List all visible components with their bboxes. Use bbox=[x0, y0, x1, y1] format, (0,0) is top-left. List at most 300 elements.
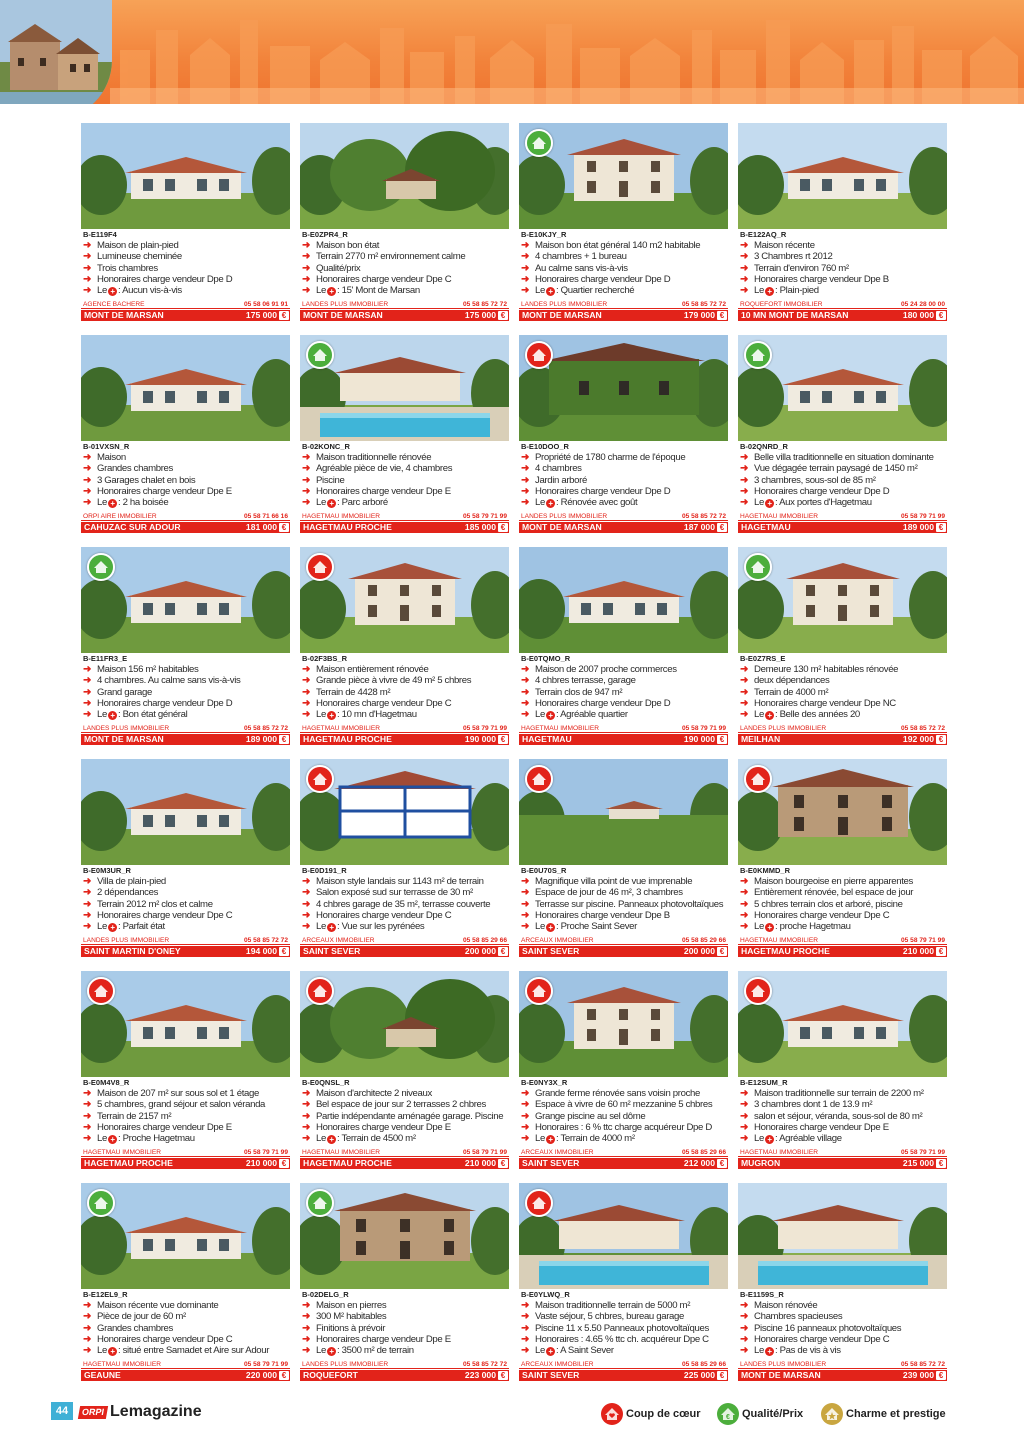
price: 200 000 bbox=[683, 946, 715, 956]
feature-text: Grange piscine au sel dôme bbox=[535, 1110, 646, 1122]
euro-icon: € bbox=[498, 947, 508, 956]
arrow-icon: ➜ bbox=[521, 273, 530, 285]
listing-card[interactable] bbox=[81, 547, 290, 747]
listing-photo bbox=[81, 335, 290, 441]
feature-line bbox=[302, 1334, 509, 1345]
highlight-prefix: Le bbox=[97, 921, 107, 933]
listing-features bbox=[302, 452, 509, 508]
feature-line bbox=[521, 675, 728, 686]
arrow-icon: ➜ bbox=[521, 1322, 530, 1334]
location-price-bar bbox=[519, 522, 728, 533]
feature-highlight bbox=[83, 285, 290, 296]
agency-name: LANDES PLUS IMMOBILIER bbox=[302, 301, 389, 308]
agency-line bbox=[81, 300, 290, 309]
listing-reference: B-E10DOO_R bbox=[521, 442, 569, 451]
euro-icon: € bbox=[498, 735, 508, 744]
agency-name: LANDES PLUS IMMOBILIER bbox=[302, 1361, 389, 1368]
location: MONT DE MARSAN bbox=[741, 1370, 821, 1380]
listing-reference: B-E12SUM_R bbox=[740, 1078, 788, 1087]
agency-phone[interactable]: 05 58 79 71 99 bbox=[463, 513, 507, 520]
listing-reference: B-E0U70S_R bbox=[521, 866, 567, 875]
arrow-icon: ➜ bbox=[83, 887, 92, 899]
feature-text: Honoraires charge vendeur Dpe C bbox=[316, 909, 452, 921]
qualite-prix-icon bbox=[525, 129, 553, 157]
qualite-prix-icon bbox=[87, 1189, 115, 1217]
feature-line bbox=[740, 475, 947, 486]
agency-phone[interactable]: 05 58 85 29 66 bbox=[682, 937, 726, 944]
location-price-bar bbox=[81, 522, 290, 533]
listing-card[interactable] bbox=[519, 547, 728, 747]
agency-phone[interactable]: 05 58 79 71 99 bbox=[463, 1149, 507, 1156]
feature-line bbox=[83, 910, 290, 921]
arrow-icon: ➜ bbox=[521, 898, 530, 910]
feature-text: 3 chambres, sous-sol de 85 m² bbox=[754, 474, 876, 486]
listing-reference: B-E0KMMD_R bbox=[740, 866, 791, 875]
agency-line bbox=[519, 936, 728, 945]
qualite-prix-icon bbox=[716, 1402, 740, 1426]
plus-icon: + bbox=[765, 499, 774, 508]
feature-line bbox=[83, 1088, 290, 1099]
price: 210 000 bbox=[245, 1158, 277, 1168]
coup-de-coeur-icon bbox=[525, 341, 553, 369]
location-price-bar bbox=[300, 1370, 509, 1381]
feature-text: Espace de jour de 46 m², 3 chambres bbox=[535, 887, 683, 899]
feature-line bbox=[302, 1122, 509, 1133]
feature-text: Maison de 2007 proche commerces bbox=[535, 664, 677, 675]
agency-phone[interactable]: 05 58 85 72 72 bbox=[463, 1361, 507, 1368]
feature-text: Honoraires charge vendeur Dpe NC bbox=[754, 697, 896, 709]
agency-line bbox=[519, 724, 728, 733]
listing-features bbox=[83, 664, 290, 720]
feature-line bbox=[302, 698, 509, 709]
plus-icon: + bbox=[327, 499, 336, 508]
feature-line bbox=[740, 1334, 947, 1345]
legend-qualite-prix bbox=[716, 1402, 816, 1426]
euro-icon: € bbox=[936, 735, 946, 744]
agency-name: HAGETMAU IMMOBILIER bbox=[740, 1149, 819, 1156]
legend-label: Coup de cœur bbox=[626, 1408, 701, 1420]
listing-reference: B-E0D191_R bbox=[302, 866, 347, 875]
agency-phone[interactable]: 05 58 85 72 72 bbox=[244, 725, 288, 732]
listing-card[interactable] bbox=[300, 335, 509, 535]
location: SAINT SEVER bbox=[522, 946, 580, 956]
listing-card[interactable] bbox=[519, 123, 728, 323]
feature-text: Maison récente vue dominante bbox=[97, 1300, 219, 1311]
listing-card[interactable] bbox=[300, 123, 509, 323]
arrow-icon: ➜ bbox=[302, 1121, 311, 1133]
listing-reference: B-E12EL9_R bbox=[83, 1290, 128, 1299]
feature-line bbox=[521, 664, 728, 675]
listing-features bbox=[740, 452, 947, 508]
location: SAINT SEVER bbox=[303, 946, 361, 956]
agency-name: HAGETMAU IMMOBILIER bbox=[302, 725, 381, 732]
feature-line bbox=[83, 1323, 290, 1334]
euro-icon: € bbox=[936, 947, 946, 956]
arrow-icon: ➜ bbox=[83, 664, 92, 675]
feature-text: Terrain clos de 947 m² bbox=[535, 686, 623, 698]
listing-photo bbox=[81, 759, 290, 865]
arrow-icon: ➜ bbox=[83, 463, 92, 475]
arrow-icon: ➜ bbox=[740, 452, 749, 463]
listing-card[interactable] bbox=[300, 1183, 509, 1383]
feature-line bbox=[521, 240, 728, 251]
feature-line bbox=[83, 698, 290, 709]
arrow-icon: ➜ bbox=[83, 1088, 92, 1099]
feature-line bbox=[302, 240, 509, 251]
feature-text: Au calme sans vis-à-vis bbox=[535, 262, 628, 274]
arrow-icon: ➜ bbox=[302, 1110, 311, 1122]
agency-line bbox=[519, 1360, 728, 1369]
feature-line bbox=[302, 1300, 509, 1311]
listing-card[interactable] bbox=[300, 547, 509, 747]
feature-line bbox=[521, 1334, 728, 1345]
feature-text: Trois chambres bbox=[97, 262, 158, 274]
listing-card[interactable] bbox=[81, 1183, 290, 1383]
highlight-text: : Belle des années 20 bbox=[774, 709, 860, 721]
feature-line bbox=[740, 263, 947, 274]
feature-line bbox=[521, 687, 728, 698]
agency-line bbox=[519, 1148, 728, 1157]
arrow-icon: ➜ bbox=[740, 1333, 749, 1345]
highlight-text: : situé entre Samadet et Aire sur Adour bbox=[117, 1345, 270, 1357]
arrow-icon: ➜ bbox=[83, 709, 92, 721]
feature-line bbox=[740, 899, 947, 910]
feature-text: 3 Garages chalet en bois bbox=[97, 474, 196, 486]
arrow-icon: ➜ bbox=[83, 921, 92, 933]
magazine-brand bbox=[79, 1403, 202, 1421]
agency-phone[interactable]: 05 58 85 72 72 bbox=[901, 1361, 945, 1368]
feature-line bbox=[521, 486, 728, 497]
arrow-icon: ➜ bbox=[302, 1311, 311, 1323]
euro-icon: € bbox=[498, 311, 508, 320]
arrow-icon: ➜ bbox=[521, 497, 530, 509]
arrow-icon: ➜ bbox=[740, 1088, 749, 1099]
arrow-icon: ➜ bbox=[83, 1300, 92, 1311]
agency-phone[interactable]: 05 58 79 71 99 bbox=[244, 1361, 288, 1368]
location: SAINT MARTIN D'ONEY bbox=[84, 946, 181, 956]
location-price-bar bbox=[738, 1158, 947, 1169]
highlight-text: : Parc arboré bbox=[336, 497, 388, 509]
agency-line bbox=[81, 1148, 290, 1157]
feature-text: Honoraires charge vendeur Dpe C bbox=[97, 1333, 233, 1345]
feature-text: Maison traditionnelle rénovée bbox=[316, 452, 432, 463]
feature-text: Terrasse sur piscine. Panneaux photovoltaïques bbox=[535, 898, 724, 910]
feature-text: 3 chambres dont 1 de 13.9 m² bbox=[754, 1099, 873, 1111]
header-banner bbox=[0, 0, 1024, 104]
agency-phone[interactable]: 05 58 85 72 72 bbox=[901, 725, 945, 732]
listing-reference: B-01VXSN_R bbox=[83, 442, 130, 451]
arrow-icon: ➜ bbox=[83, 273, 92, 285]
listing-card[interactable] bbox=[738, 1183, 947, 1383]
highlight-prefix: Le bbox=[97, 709, 107, 721]
agency-phone[interactable]: 05 58 85 29 66 bbox=[463, 937, 507, 944]
plus-icon: + bbox=[108, 711, 117, 720]
location-price-bar bbox=[738, 522, 947, 533]
feature-text: 4 chbres terrasse, garage bbox=[535, 675, 636, 687]
listing-card[interactable] bbox=[81, 335, 290, 535]
listing-features bbox=[521, 240, 728, 296]
highlight-prefix: Le bbox=[316, 285, 326, 297]
price: 210 000 bbox=[464, 1158, 496, 1168]
legend-label: Qualité/Prix bbox=[742, 1408, 804, 1420]
highlight-text: : Aucun vis-à-vis bbox=[117, 285, 182, 297]
arrow-icon: ➜ bbox=[521, 709, 530, 721]
feature-text: Honoraires charge vendeur Dpe D bbox=[97, 273, 233, 285]
listing-reference: B-02KONC_R bbox=[302, 442, 350, 451]
listing-card[interactable] bbox=[300, 759, 509, 959]
agency-phone[interactable]: 05 58 85 72 72 bbox=[682, 301, 726, 308]
plus-icon: + bbox=[765, 1347, 774, 1356]
highlight-prefix: Le bbox=[97, 1345, 107, 1357]
arrow-icon: ➜ bbox=[521, 474, 530, 486]
arrow-icon: ➜ bbox=[302, 1133, 311, 1145]
qualite-prix-icon bbox=[306, 1189, 334, 1217]
feature-text: Grandes chambres bbox=[97, 463, 173, 475]
listing-card[interactable] bbox=[519, 971, 728, 1171]
arrow-icon: ➜ bbox=[740, 898, 749, 910]
highlight-text: : Plain-pied bbox=[774, 285, 819, 297]
arrow-icon: ➜ bbox=[740, 1322, 749, 1334]
feature-highlight bbox=[521, 1133, 728, 1144]
euro-icon: € bbox=[279, 311, 289, 320]
feature-line bbox=[740, 1311, 947, 1322]
price: 215 000 bbox=[902, 1158, 934, 1168]
arrow-icon: ➜ bbox=[521, 485, 530, 497]
feature-line bbox=[521, 887, 728, 898]
feature-line bbox=[302, 1311, 509, 1322]
highlight-prefix: Le bbox=[535, 1345, 545, 1357]
arrow-icon: ➜ bbox=[740, 1300, 749, 1311]
feature-text: Honoraires : 6 % ttc charge acquéreur Dpe D bbox=[535, 1121, 712, 1133]
agency-phone[interactable]: 05 58 85 72 72 bbox=[463, 301, 507, 308]
location: HAGETMAU bbox=[741, 522, 791, 532]
arrow-icon: ➜ bbox=[740, 1133, 749, 1145]
location: HAGETMAU PROCHE bbox=[303, 522, 392, 532]
coup-de-coeur-icon bbox=[525, 765, 553, 793]
plus-icon: + bbox=[765, 711, 774, 720]
euro-icon: € bbox=[498, 523, 508, 532]
svg-text:€: € bbox=[726, 1414, 730, 1421]
feature-text: Grande pièce à vivre de 49 m² 5 chbres bbox=[316, 675, 472, 687]
coup-de-coeur-icon bbox=[525, 1189, 553, 1217]
feature-text: Magnifique villa point de vue imprenable bbox=[535, 876, 693, 887]
feature-text: Terrain d'environ 760 m² bbox=[754, 262, 849, 274]
arrow-icon: ➜ bbox=[740, 1311, 749, 1323]
listing-photo bbox=[738, 1183, 947, 1289]
agency-line bbox=[738, 300, 947, 309]
feature-line bbox=[302, 876, 509, 887]
plus-icon: + bbox=[546, 287, 555, 296]
feature-line bbox=[521, 1323, 728, 1334]
listing-card[interactable] bbox=[300, 971, 509, 1171]
agency-phone[interactable]: 05 58 79 71 99 bbox=[901, 1149, 945, 1156]
agency-phone[interactable]: 05 58 85 29 66 bbox=[682, 1149, 726, 1156]
listing-card[interactable] bbox=[738, 123, 947, 323]
feature-highlight bbox=[83, 921, 290, 932]
page-number: 44 bbox=[51, 1402, 73, 1420]
agency-line bbox=[738, 936, 947, 945]
plus-icon: + bbox=[546, 1347, 555, 1356]
agency-phone[interactable]: 05 58 79 71 99 bbox=[901, 513, 945, 520]
listing-reference: B-E11FR3_E bbox=[83, 654, 128, 663]
feature-text: Honoraires charge vendeur Dpe D bbox=[535, 273, 671, 285]
feature-text: Maison d'architecte 2 niveaux bbox=[316, 1088, 432, 1099]
highlight-prefix: Le bbox=[316, 709, 326, 721]
feature-text: Partie indépendante aménagée garage. Piscine bbox=[316, 1110, 504, 1122]
location-price-bar bbox=[300, 946, 509, 957]
feature-line bbox=[740, 887, 947, 898]
arrow-icon: ➜ bbox=[83, 485, 92, 497]
listing-card[interactable] bbox=[738, 547, 947, 747]
feature-text: Terrain de 2157 m² bbox=[97, 1110, 172, 1122]
feature-text: Honoraires charge vendeur Dpe C bbox=[97, 909, 233, 921]
feature-line bbox=[302, 1099, 509, 1110]
agency-phone[interactable]: 05 58 79 71 99 bbox=[901, 937, 945, 944]
listing-card[interactable] bbox=[738, 971, 947, 1171]
listing-card[interactable] bbox=[81, 123, 290, 323]
agency-name: ARCEAUX IMMOBILIER bbox=[521, 1149, 594, 1156]
plus-icon: + bbox=[108, 923, 117, 932]
feature-text: Vaste séjour, 5 chbres, bureau garage bbox=[535, 1311, 685, 1323]
location-price-bar bbox=[519, 310, 728, 321]
agency-phone[interactable]: 05 58 06 91 91 bbox=[244, 301, 288, 308]
feature-line bbox=[83, 251, 290, 262]
highlight-text: : 10 mn d'Hagetmau bbox=[336, 709, 417, 721]
feature-line bbox=[740, 876, 947, 887]
euro-icon: € bbox=[936, 311, 946, 320]
highlight-prefix: Le bbox=[316, 497, 326, 509]
arrow-icon: ➜ bbox=[740, 709, 749, 721]
agency-phone[interactable]: 05 58 79 71 99 bbox=[463, 725, 507, 732]
feature-line bbox=[302, 452, 509, 463]
listing-card[interactable] bbox=[519, 335, 728, 535]
coup-de-coeur-icon bbox=[744, 765, 772, 793]
feature-text: Maison entièrement rénovée bbox=[316, 664, 429, 675]
feature-line bbox=[302, 274, 509, 285]
agency-phone[interactable]: 05 58 71 66 16 bbox=[244, 513, 288, 520]
agency-line bbox=[738, 1360, 947, 1369]
listing-card[interactable] bbox=[738, 335, 947, 535]
feature-line bbox=[521, 1111, 728, 1122]
feature-text: 300 M² habitables bbox=[316, 1311, 387, 1323]
price: 192 000 bbox=[902, 734, 934, 744]
listing-reference: B-E0M4V8_R bbox=[83, 1078, 130, 1087]
agency-phone[interactable]: 05 58 85 72 72 bbox=[682, 513, 726, 520]
feature-text: Bel espace de jour sur 2 terrasses 2 chbres bbox=[316, 1099, 486, 1111]
qualite-prix-icon bbox=[87, 553, 115, 581]
feature-highlight bbox=[740, 1133, 947, 1144]
agency-phone[interactable]: 05 58 85 29 66 bbox=[682, 1361, 726, 1368]
listing-card[interactable] bbox=[738, 759, 947, 959]
listing-reference: B-E10KJY_R bbox=[521, 230, 567, 239]
arrow-icon: ➜ bbox=[740, 251, 749, 263]
agency-name: ARCEAUX IMMOBILIER bbox=[521, 937, 594, 944]
feature-text: 4 chbres garage de 35 m², terrasse couverte bbox=[316, 898, 491, 910]
feature-text: Propriété de 1780 charme de l'époque bbox=[535, 452, 686, 463]
agency-phone[interactable]: 05 58 79 71 99 bbox=[682, 725, 726, 732]
feature-text: Maison traditionnelle terrain de 5000 m² bbox=[535, 1300, 691, 1311]
arrow-icon: ➜ bbox=[83, 262, 92, 274]
arrow-icon: ➜ bbox=[740, 675, 749, 687]
euro-icon: € bbox=[717, 311, 727, 320]
arrow-icon: ➜ bbox=[83, 898, 92, 910]
feature-line bbox=[302, 1323, 509, 1334]
feature-text: Maison bourgeoise en pierre apparentes bbox=[754, 876, 913, 887]
listing-card[interactable] bbox=[519, 759, 728, 959]
price: 185 000 bbox=[464, 522, 496, 532]
price: 189 000 bbox=[245, 734, 277, 744]
feature-text: Honoraires charge vendeur Dpe C bbox=[754, 1333, 890, 1345]
euro-icon: € bbox=[498, 1159, 508, 1168]
feature-line bbox=[740, 463, 947, 474]
agency-phone[interactable]: 05 24 28 00 00 bbox=[901, 301, 945, 308]
agency-phone[interactable]: 05 58 79 71 99 bbox=[244, 1149, 288, 1156]
agency-name: HAGETMAU IMMOBILIER bbox=[83, 1361, 162, 1368]
highlight-text: : Vue sur les pyrénées bbox=[336, 921, 425, 933]
feature-text: Agréable pièce de vie, 4 chambres bbox=[316, 463, 453, 475]
magazine-title: Lemagazine bbox=[110, 1403, 202, 1420]
feature-text: 4 chambres + 1 bureau bbox=[535, 251, 627, 263]
feature-line bbox=[83, 1099, 290, 1110]
feature-line bbox=[521, 1122, 728, 1133]
listing-features bbox=[302, 876, 509, 932]
feature-text: Maison traditionnelle sur terrain de 2200 m² bbox=[754, 1088, 924, 1099]
feature-text: Demeure 130 m² habitables rénovée bbox=[754, 664, 899, 675]
listing-card[interactable] bbox=[519, 1183, 728, 1383]
listing-card[interactable] bbox=[81, 971, 290, 1171]
feature-text: Piscine 11 x 5.50 Panneaux photovoltaïques bbox=[535, 1322, 709, 1334]
feature-text: Salon exposé sud sur terrasse de 30 m² bbox=[316, 887, 473, 899]
euro-icon: € bbox=[717, 1159, 727, 1168]
arrow-icon: ➜ bbox=[521, 1110, 530, 1122]
listing-features bbox=[521, 664, 728, 720]
euro-icon: € bbox=[279, 523, 289, 532]
feature-highlight bbox=[83, 497, 290, 508]
arrow-icon: ➜ bbox=[83, 1333, 92, 1345]
highlight-text: : Rénovée avec goût bbox=[555, 497, 638, 509]
highlight-prefix: Le bbox=[754, 285, 764, 297]
location-price-bar bbox=[81, 946, 290, 957]
arrow-icon: ➜ bbox=[521, 697, 530, 709]
feature-highlight bbox=[740, 285, 947, 296]
location-price-bar bbox=[519, 1158, 728, 1169]
feature-text: Honoraires charge vendeur Dpe D bbox=[97, 697, 233, 709]
price: 200 000 bbox=[464, 946, 496, 956]
feature-line bbox=[740, 1323, 947, 1334]
agency-line bbox=[81, 936, 290, 945]
feature-text: Chambres spacieuses bbox=[754, 1311, 843, 1323]
feature-highlight bbox=[302, 709, 509, 720]
agency-phone[interactable]: 05 58 85 72 72 bbox=[244, 937, 288, 944]
feature-line bbox=[83, 263, 290, 274]
highlight-prefix: Le bbox=[535, 1133, 545, 1145]
euro-icon: € bbox=[279, 1159, 289, 1168]
legend-label: Charme et prestige bbox=[846, 1408, 946, 1420]
arrow-icon: ➜ bbox=[521, 921, 530, 933]
agency-name: LANDES PLUS IMMOBILIER bbox=[83, 725, 170, 732]
listing-card[interactable] bbox=[81, 759, 290, 959]
location-price-bar bbox=[300, 310, 509, 321]
arrow-icon: ➜ bbox=[521, 664, 530, 675]
listing-reference: B-E0QNSL_R bbox=[302, 1078, 350, 1087]
feature-line bbox=[521, 910, 728, 921]
feature-line bbox=[521, 698, 728, 709]
arrow-icon: ➜ bbox=[521, 262, 530, 274]
listing-photo bbox=[81, 123, 290, 229]
feature-line bbox=[302, 899, 509, 910]
location-price-bar bbox=[81, 1158, 290, 1169]
arrow-icon: ➜ bbox=[302, 675, 311, 687]
